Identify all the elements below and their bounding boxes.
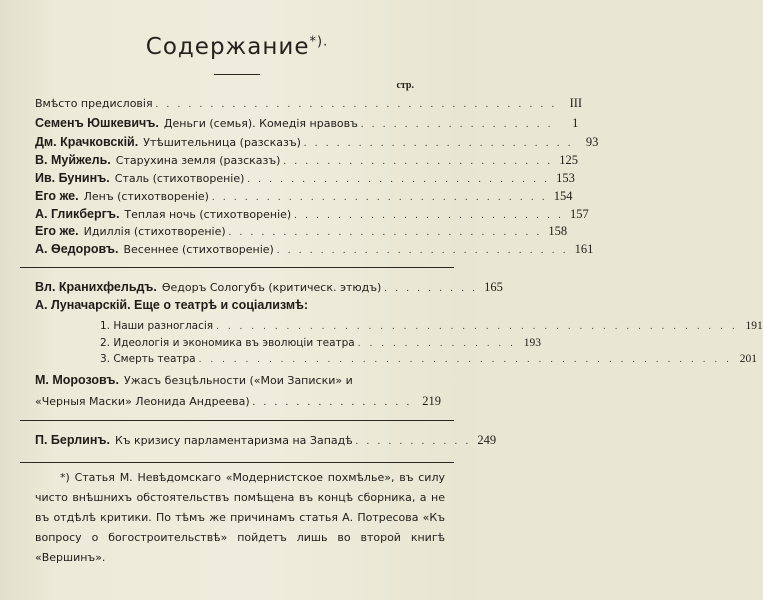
toc-entry bbox=[35, 153, 578, 169]
entry-page: 165 bbox=[484, 280, 503, 294]
page-title bbox=[0, 34, 474, 60]
entry-title: Сталь (стихотвореніе) bbox=[114, 172, 245, 185]
toc-entry bbox=[35, 224, 568, 240]
entry-author: Вл. Кранихфельдъ. bbox=[35, 280, 157, 294]
entry-page: 157 bbox=[569, 207, 589, 221]
entry-author: Дм. Крачковскій. bbox=[35, 135, 139, 149]
subentry-title: 2. Идеологія и экономика въ эволюціи театра bbox=[100, 337, 355, 349]
entry-page: 219 bbox=[422, 394, 441, 408]
leader-dots: . . . . . . . . . . . . . . . bbox=[252, 397, 413, 408]
entry-title: Идиллія (стихотвореніе) bbox=[83, 225, 226, 238]
footnote-rule bbox=[20, 462, 454, 463]
leader-dots: . . . . . . . . . . . . . . . . . . . . . . . . . bbox=[283, 156, 553, 167]
entry-title: Къ кризису парламентаризма на Западѣ bbox=[114, 434, 353, 447]
footnote-mark: *). bbox=[309, 34, 329, 50]
leader-dots: . . . . . . . . . . . . . . bbox=[357, 339, 516, 349]
leader-dots: . . . . . . . . . . . . . . . . . . . . . . . . . . . bbox=[276, 245, 569, 256]
toc-entry bbox=[35, 242, 594, 258]
leader-dots: . . . . . . . . . . . . . . . . . . . . . . . . . . . . . . . . . . . . . bbox=[155, 99, 558, 110]
subentry-page: 193 bbox=[523, 337, 541, 349]
entry-page: 125 bbox=[559, 153, 578, 167]
entry-page: 154 bbox=[553, 189, 573, 203]
leader-dots: . . . . . . . . . bbox=[384, 283, 478, 294]
toc-subentry bbox=[100, 337, 541, 352]
toc-entry-multiline bbox=[35, 370, 441, 413]
page-title-text: Содержание bbox=[145, 34, 310, 60]
entry-title: Старухина земля (разсказъ) bbox=[115, 154, 281, 167]
toc-subentry bbox=[100, 353, 757, 368]
page-column-header: стр. bbox=[396, 80, 414, 91]
toc-entry bbox=[35, 96, 583, 112]
leader-dots: . . . . . . . . . . . . . . . . . . bbox=[360, 119, 554, 130]
entry-title: Теплая ночь (стихотвореніе) bbox=[124, 208, 292, 221]
toc-entry bbox=[35, 207, 589, 223]
leader-dots: . . . . . . . . . . . bbox=[355, 436, 472, 447]
entry-author: М. Морозовъ. bbox=[35, 373, 120, 387]
subentry-page: 201 bbox=[739, 353, 757, 365]
entry-author: Семенъ Юшкевичъ. bbox=[35, 116, 159, 130]
entry-page: 93 bbox=[585, 135, 599, 149]
entry-author: А. Ѳедоровъ. bbox=[35, 242, 119, 256]
leader-dots: . . . . . . . . . . . . . . . . . . . . . . . . . . . . . . . bbox=[211, 192, 548, 203]
toc-entry bbox=[35, 116, 579, 132]
toc-entry bbox=[35, 171, 575, 187]
leader-dots: . . . . . . . . . . . . . . . . . . . . . . . . . bbox=[303, 138, 574, 149]
entry-author: П. Берлинъ. bbox=[35, 433, 110, 447]
leader-dots: . . . . . . . . . . . . . . . . . . . . . . . . . . . . . . . . . . . . . . . . . . . . . . bbox=[198, 355, 732, 365]
entry-author: А. Гликбергъ. bbox=[35, 207, 120, 221]
entry-page: 249 bbox=[477, 433, 497, 447]
entry-author-heading: А. Луначарскій. Еще о театрѣ и соціализмѣ: bbox=[35, 298, 309, 312]
toc-subentry bbox=[100, 320, 763, 335]
entry-page: 1 bbox=[572, 116, 579, 130]
leader-dots: . . . . . . . . . . . . . . . . . . . . . . . . . . . . . bbox=[228, 227, 543, 238]
subentry-title: 1. Наши разногласія bbox=[100, 320, 214, 332]
entry-title: Вмѣсто предисловія bbox=[35, 97, 153, 110]
entry-author: Его же. bbox=[35, 224, 79, 238]
entry-page: 158 bbox=[548, 224, 568, 238]
toc-entry bbox=[35, 189, 573, 205]
leader-dots: . . . . . . . . . . . . . . . . . . . . . . . . . . . . . . . . . . . . . . . . . . . . . bbox=[216, 322, 738, 332]
entry-title: Весеннее (стихотвореніе) bbox=[123, 243, 274, 256]
subentry-page: 191 bbox=[745, 320, 763, 332]
entry-title: Утѣшительница (разсказъ) bbox=[143, 136, 301, 149]
entry-title: Ѳедоръ Сологубъ (критическ. этюдъ) bbox=[161, 281, 382, 294]
leader-dots: . . . . . . . . . . . . . . . . . . . . . . . . . . . . bbox=[247, 174, 550, 185]
toc-section-heading bbox=[35, 298, 441, 314]
entry-page: III bbox=[569, 96, 583, 110]
entry-title: Деньги (семья). Комедія нравовъ bbox=[163, 117, 358, 130]
leader-dots: . . . . . . . . . . . . . . . . . . . . . . . . . bbox=[294, 210, 564, 221]
entry-title-line1: Ужасъ безцѣльности («Мои Записки» и bbox=[124, 374, 353, 387]
entry-author: Его же. bbox=[35, 189, 79, 203]
entry-title-line2: «Черныя Маски» Леонида Андреева) bbox=[35, 395, 250, 408]
footnote bbox=[35, 468, 445, 568]
toc-entry bbox=[35, 433, 497, 449]
toc-entry bbox=[35, 280, 503, 296]
subentry-title: 3. Смерть театра bbox=[100, 353, 196, 365]
toc-entry bbox=[35, 135, 599, 151]
entry-author: В. Муйжель. bbox=[35, 153, 111, 167]
entry-page: 153 bbox=[556, 171, 575, 185]
entry-author: Ив. Бунинъ. bbox=[35, 171, 110, 185]
footnote-text: *) Статья М. Невѣдомскаго «Модернистское похмѣлье», въ силу чисто внѣшнихъ обстоятельствъ помѣщена въ концѣ сборника, а не въ отдѣлѣ критики. По тѣмъ же причинамъ статья А. Потресова «Къ вопросу о богостроительствѣ» пойдетъ лишь во второй книгѣ «Вершинъ». bbox=[35, 471, 445, 564]
entry-page: 161 bbox=[574, 242, 594, 256]
section-rule bbox=[20, 267, 454, 268]
section-rule bbox=[20, 420, 454, 421]
title-rule bbox=[214, 74, 260, 75]
entry-title: Ленъ (стихотвореніе) bbox=[83, 190, 209, 203]
